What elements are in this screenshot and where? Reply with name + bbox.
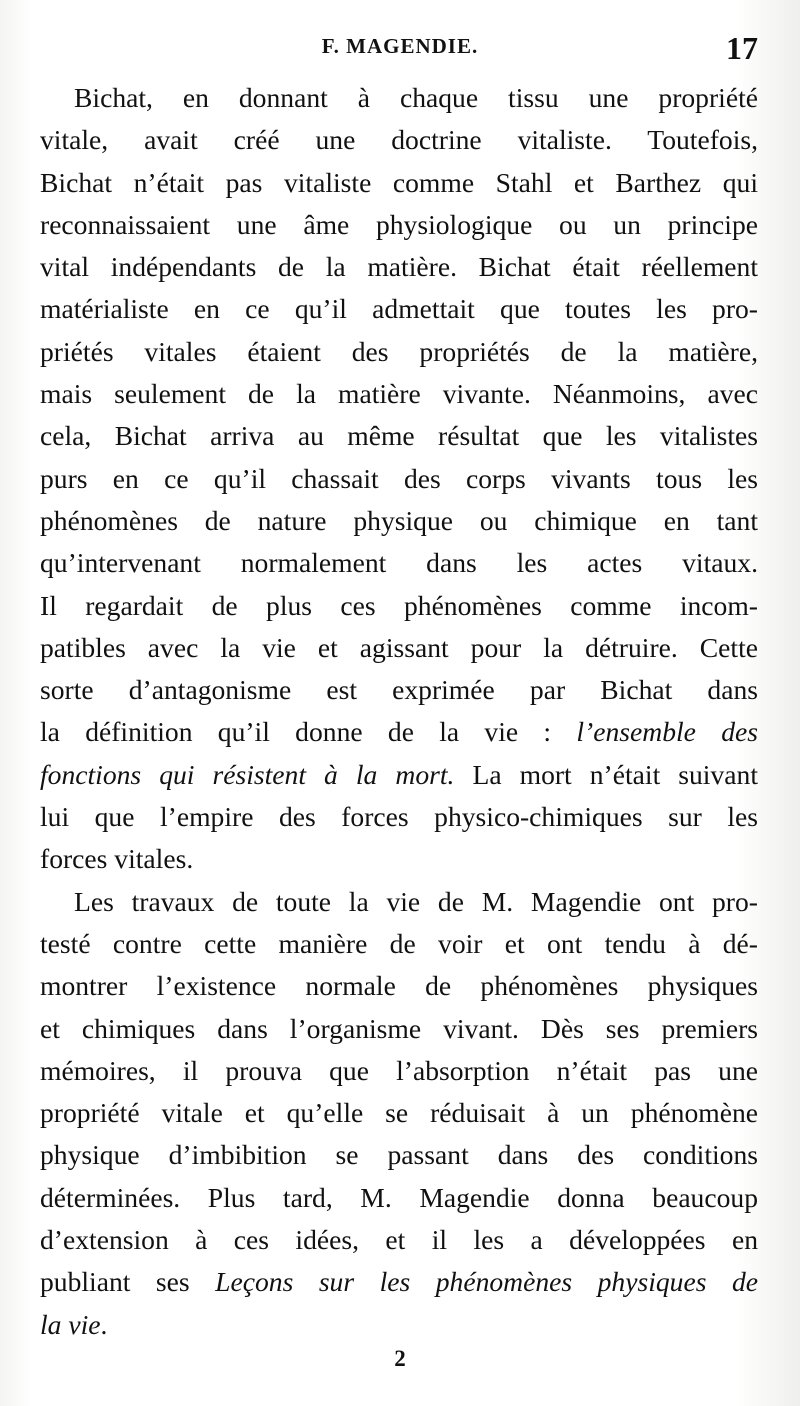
text-line [40,711,758,753]
text-line: Bichat, en donnant à chaque tissu une propriété [74,82,758,113]
text-run: la définition qu’il donne de la vie : [40,716,577,748]
page-number: 17 [726,30,758,66]
text-line: Les travaux de toute la vie de M. Magendie ont pro- [74,885,758,917]
paragraph [40,881,758,1346]
italic-title: la vie [40,1308,101,1340]
text-run: publiant ses [40,1266,216,1298]
text-line: vital indépendants de la matière. Bichat était réellement [40,251,758,283]
text-line: Il regardait de plus ces phénomènes comme incom- [40,589,758,621]
text-line: d’extension à ces idées, et il les a développées en [40,1224,758,1256]
text-line [40,1261,758,1303]
text-line: propriété vitale et qu’elle se réduisait à un phénomène [40,1097,758,1129]
text-line: purs en ce qu’il chassait des corps vivants tous les [40,462,758,494]
italic-title: Leçons sur les phénomènes physiques de [215,1266,758,1298]
italic-quote: l’ensemble des [576,716,758,748]
text-line: mémoires, il prouva que l’absorption n’était pas une [40,1054,758,1086]
italic-quote: fonctions qui résistent à la mort. [40,758,455,790]
text-line: matérialiste en ce qu’il admettait que toutes les pro- [40,293,758,325]
text-line: sorte d’antagonisme est exprimée par Bichat dans [40,674,758,706]
running-head: F. MAGENDIE. [321,34,479,58]
text-line [40,1304,758,1346]
text-line [40,754,758,796]
signature-mark: 2 [394,1346,406,1371]
text-line: qu’intervenant normalement dans les actes vitaux. [40,547,758,579]
text-line: cela, Bichat arriva au même résultat que les vitalistes [40,420,758,452]
text-line: physique d’imbibition se passant dans des conditions [40,1139,758,1171]
text-line: Bichat n’était pas vitaliste comme Stahl et Barthez qui [40,166,758,198]
text-run: La mort n’était suivant [454,758,758,790]
text-line: reconnaissaient une âme physiologique ou un principe [40,208,758,240]
text-line: lui que l’empire des forces physico-chimiques sur les [40,801,758,833]
paragraph [40,77,758,881]
text-line: phénomènes de nature physique ou chimique en tant [40,504,758,536]
page-header [40,30,760,78]
text-run: . [100,1308,108,1340]
text-line: patibles avec la vie et agissant pour la détruire. Cette [40,631,758,663]
text-line: montrer l’existence normale de phénomènes physiques [40,970,758,1002]
text-line: testé contre cette manière de voir et ont tendu à dé- [40,927,758,959]
text-line: déterminées. Plus tard, M. Magendie donna beaucoup [40,1181,758,1213]
text-line: forces vitales. [40,843,194,875]
text-line: priétés vitales étaient des propriétés de la matière, [40,335,758,367]
text-line: et chimiques dans l’organisme vivant. Dès ses premiers [40,1012,758,1044]
body-text [40,77,758,1346]
text-line: mais seulement de la matière vivante. Néanmoins, avec [40,378,758,410]
text-line: vitale, avait créé une doctrine vitaliste. Toutefois, [40,124,758,156]
